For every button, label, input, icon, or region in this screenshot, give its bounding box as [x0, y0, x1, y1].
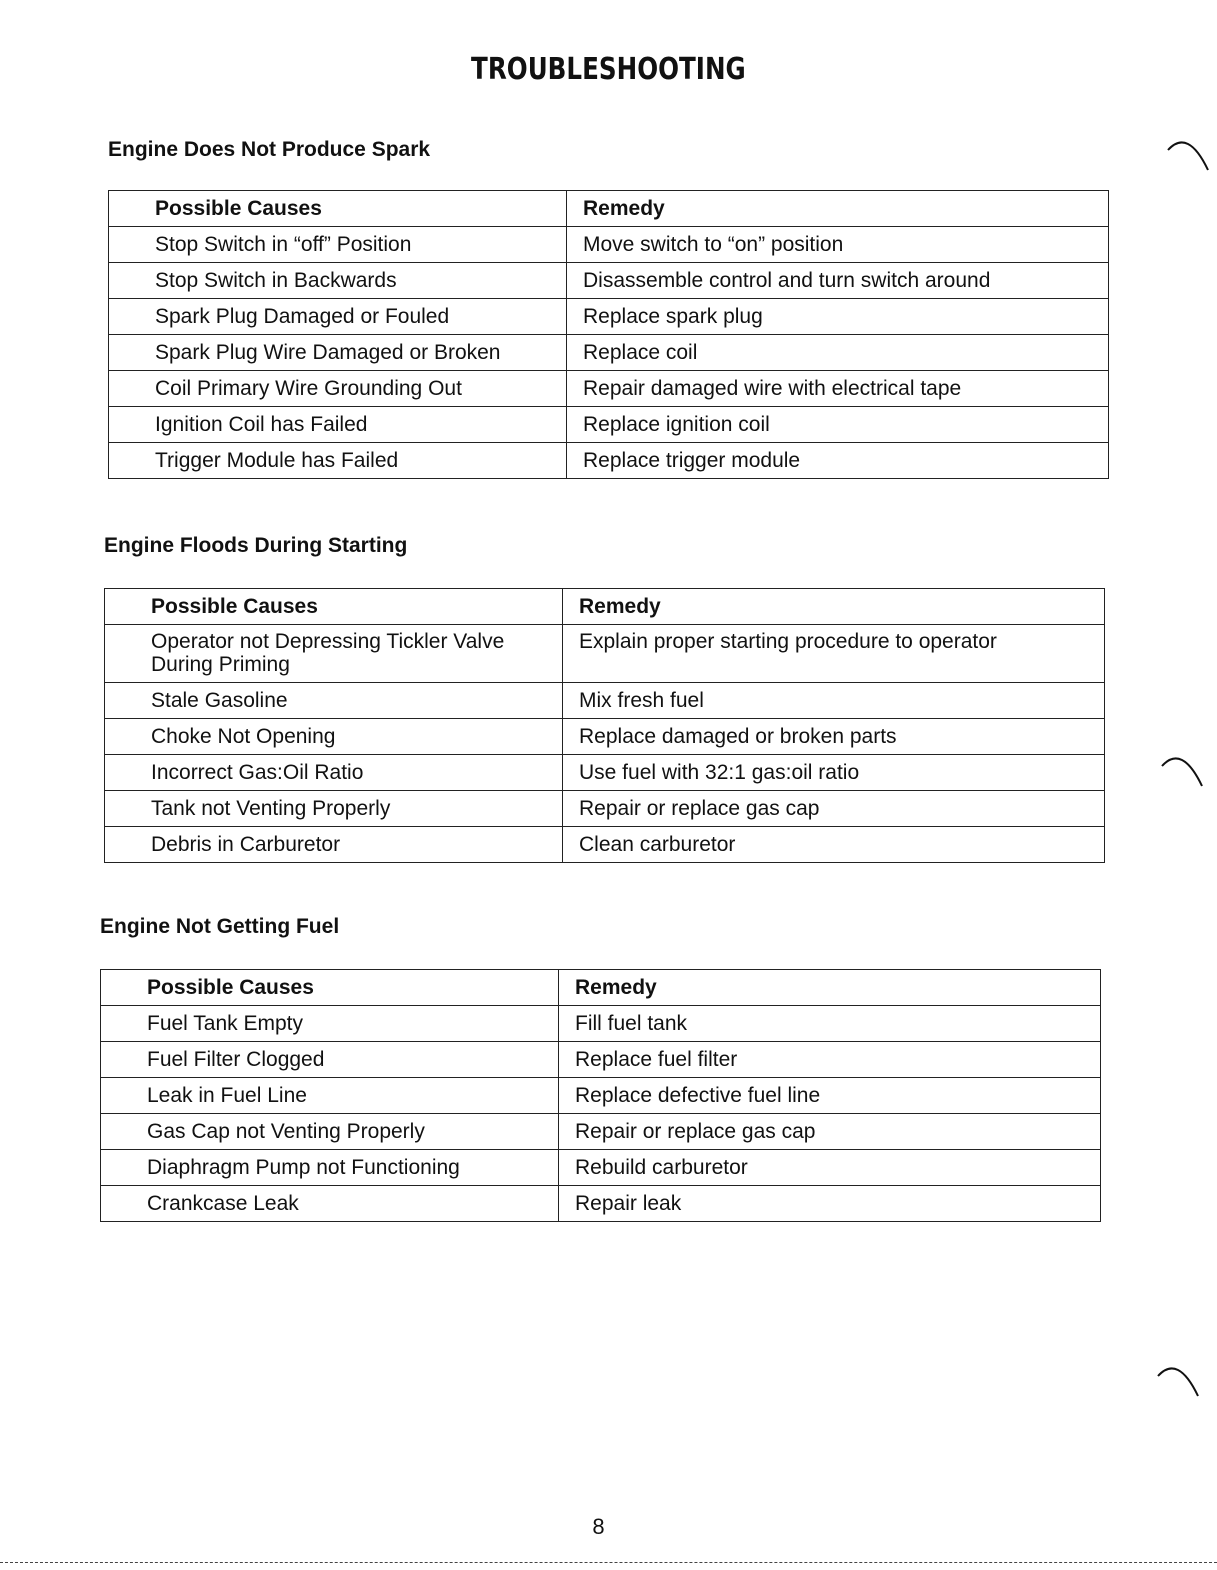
table-row: [105, 791, 1105, 827]
section-heading-no-spark: Engine Does Not Produce Spark: [108, 138, 431, 161]
table-no-spark: [108, 190, 1109, 479]
cause-cell: Crankcase Leak: [101, 1186, 559, 1222]
remedy-cell: Replace defective fuel line: [559, 1078, 1101, 1114]
cause-cell: Tank not Venting Properly: [105, 791, 563, 827]
table-row: [101, 1078, 1101, 1114]
cause-cell: Choke Not Opening: [105, 719, 563, 755]
remedy-cell: Replace coil: [567, 335, 1109, 371]
table-floods: [104, 588, 1105, 863]
table-row: [105, 719, 1105, 755]
section-heading-floods: Engine Floods During Starting: [104, 534, 408, 557]
table-row: [101, 1150, 1101, 1186]
cause-cell: Ignition Coil has Failed: [109, 407, 567, 443]
remedy-cell: Repair leak: [559, 1186, 1101, 1222]
remedy-cell: Use fuel with 32:1 gas:oil ratio: [563, 755, 1105, 791]
cause-cell: Spark Plug Damaged or Fouled: [109, 299, 567, 335]
remedy-cell: Replace ignition coil: [567, 407, 1109, 443]
page-number: 8: [592, 1514, 605, 1539]
table-row: [109, 443, 1109, 479]
remedy-cell: Mix fresh fuel: [563, 683, 1105, 719]
cause-cell: Stop Switch in “off” Position: [109, 227, 567, 263]
table-row: [101, 1114, 1101, 1150]
cause-cell: Diaphragm Pump not Functioning: [101, 1150, 559, 1186]
table-header-row: [105, 589, 1105, 625]
cause-cell: Stale Gasoline: [105, 683, 563, 719]
table-row: [101, 1006, 1101, 1042]
remedy-cell: Replace fuel filter: [559, 1042, 1101, 1078]
cause-cell: Fuel Filter Clogged: [101, 1042, 559, 1078]
column-header-causes: Possible Causes: [109, 191, 567, 227]
table-row: [109, 227, 1109, 263]
binder-hole-mark-icon: [1156, 1360, 1200, 1400]
table-row: [101, 1042, 1101, 1078]
binder-hole-mark-icon: [1166, 134, 1210, 174]
table-row: [109, 335, 1109, 371]
table-row: [105, 625, 1105, 683]
cause-cell: Leak in Fuel Line: [101, 1078, 559, 1114]
remedy-cell: Clean carburetor: [563, 827, 1105, 863]
table-row: [105, 755, 1105, 791]
table-row: [105, 683, 1105, 719]
column-header-causes: Possible Causes: [101, 970, 559, 1006]
cause-cell: Spark Plug Wire Damaged or Broken: [109, 335, 567, 371]
cause-cell: Stop Switch in Backwards: [109, 263, 567, 299]
cause-cell: Gas Cap not Venting Properly: [101, 1114, 559, 1150]
remedy-cell: Fill fuel tank: [559, 1006, 1101, 1042]
table-header-row: [109, 191, 1109, 227]
table-row: [109, 263, 1109, 299]
remedy-cell: Explain proper starting procedure to operator: [563, 625, 1105, 683]
remedy-cell: Rebuild carburetor: [559, 1150, 1101, 1186]
remedy-cell: Move switch to “on” position: [567, 227, 1109, 263]
column-header-remedy: Remedy: [567, 191, 1109, 227]
column-header-causes: Possible Causes: [105, 589, 563, 625]
cause-cell: Operator not Depressing Tickler Valve During Priming: [105, 625, 563, 683]
table-row: [109, 371, 1109, 407]
remedy-cell: Repair or replace gas cap: [559, 1114, 1101, 1150]
cause-cell: Trigger Module has Failed: [109, 443, 567, 479]
table-no-fuel: [100, 969, 1101, 1222]
remedy-cell: Disassemble control and turn switch around: [567, 263, 1109, 299]
cause-cell: Debris in Carburetor: [105, 827, 563, 863]
cause-cell: Fuel Tank Empty: [101, 1006, 559, 1042]
binder-hole-mark-icon: [1160, 750, 1204, 790]
remedy-cell: Repair damaged wire with electrical tape: [567, 371, 1109, 407]
table-row: [101, 1186, 1101, 1222]
remedy-cell: Repair or replace gas cap: [563, 791, 1105, 827]
footer-rule: [0, 1562, 1217, 1563]
remedy-cell: Replace trigger module: [567, 443, 1109, 479]
section-heading-no-fuel: Engine Not Getting Fuel: [100, 915, 340, 938]
table-row: [109, 407, 1109, 443]
remedy-cell: Replace spark plug: [567, 299, 1109, 335]
cause-cell: Coil Primary Wire Grounding Out: [109, 371, 567, 407]
column-header-remedy: Remedy: [563, 589, 1105, 625]
remedy-cell: Replace damaged or broken parts: [563, 719, 1105, 755]
column-header-remedy: Remedy: [559, 970, 1101, 1006]
table-row: [109, 299, 1109, 335]
table-row: [105, 827, 1105, 863]
page-title: TROUBLESHOOTING: [471, 52, 746, 87]
table-header-row: [101, 970, 1101, 1006]
cause-cell: Incorrect Gas:Oil Ratio: [105, 755, 563, 791]
